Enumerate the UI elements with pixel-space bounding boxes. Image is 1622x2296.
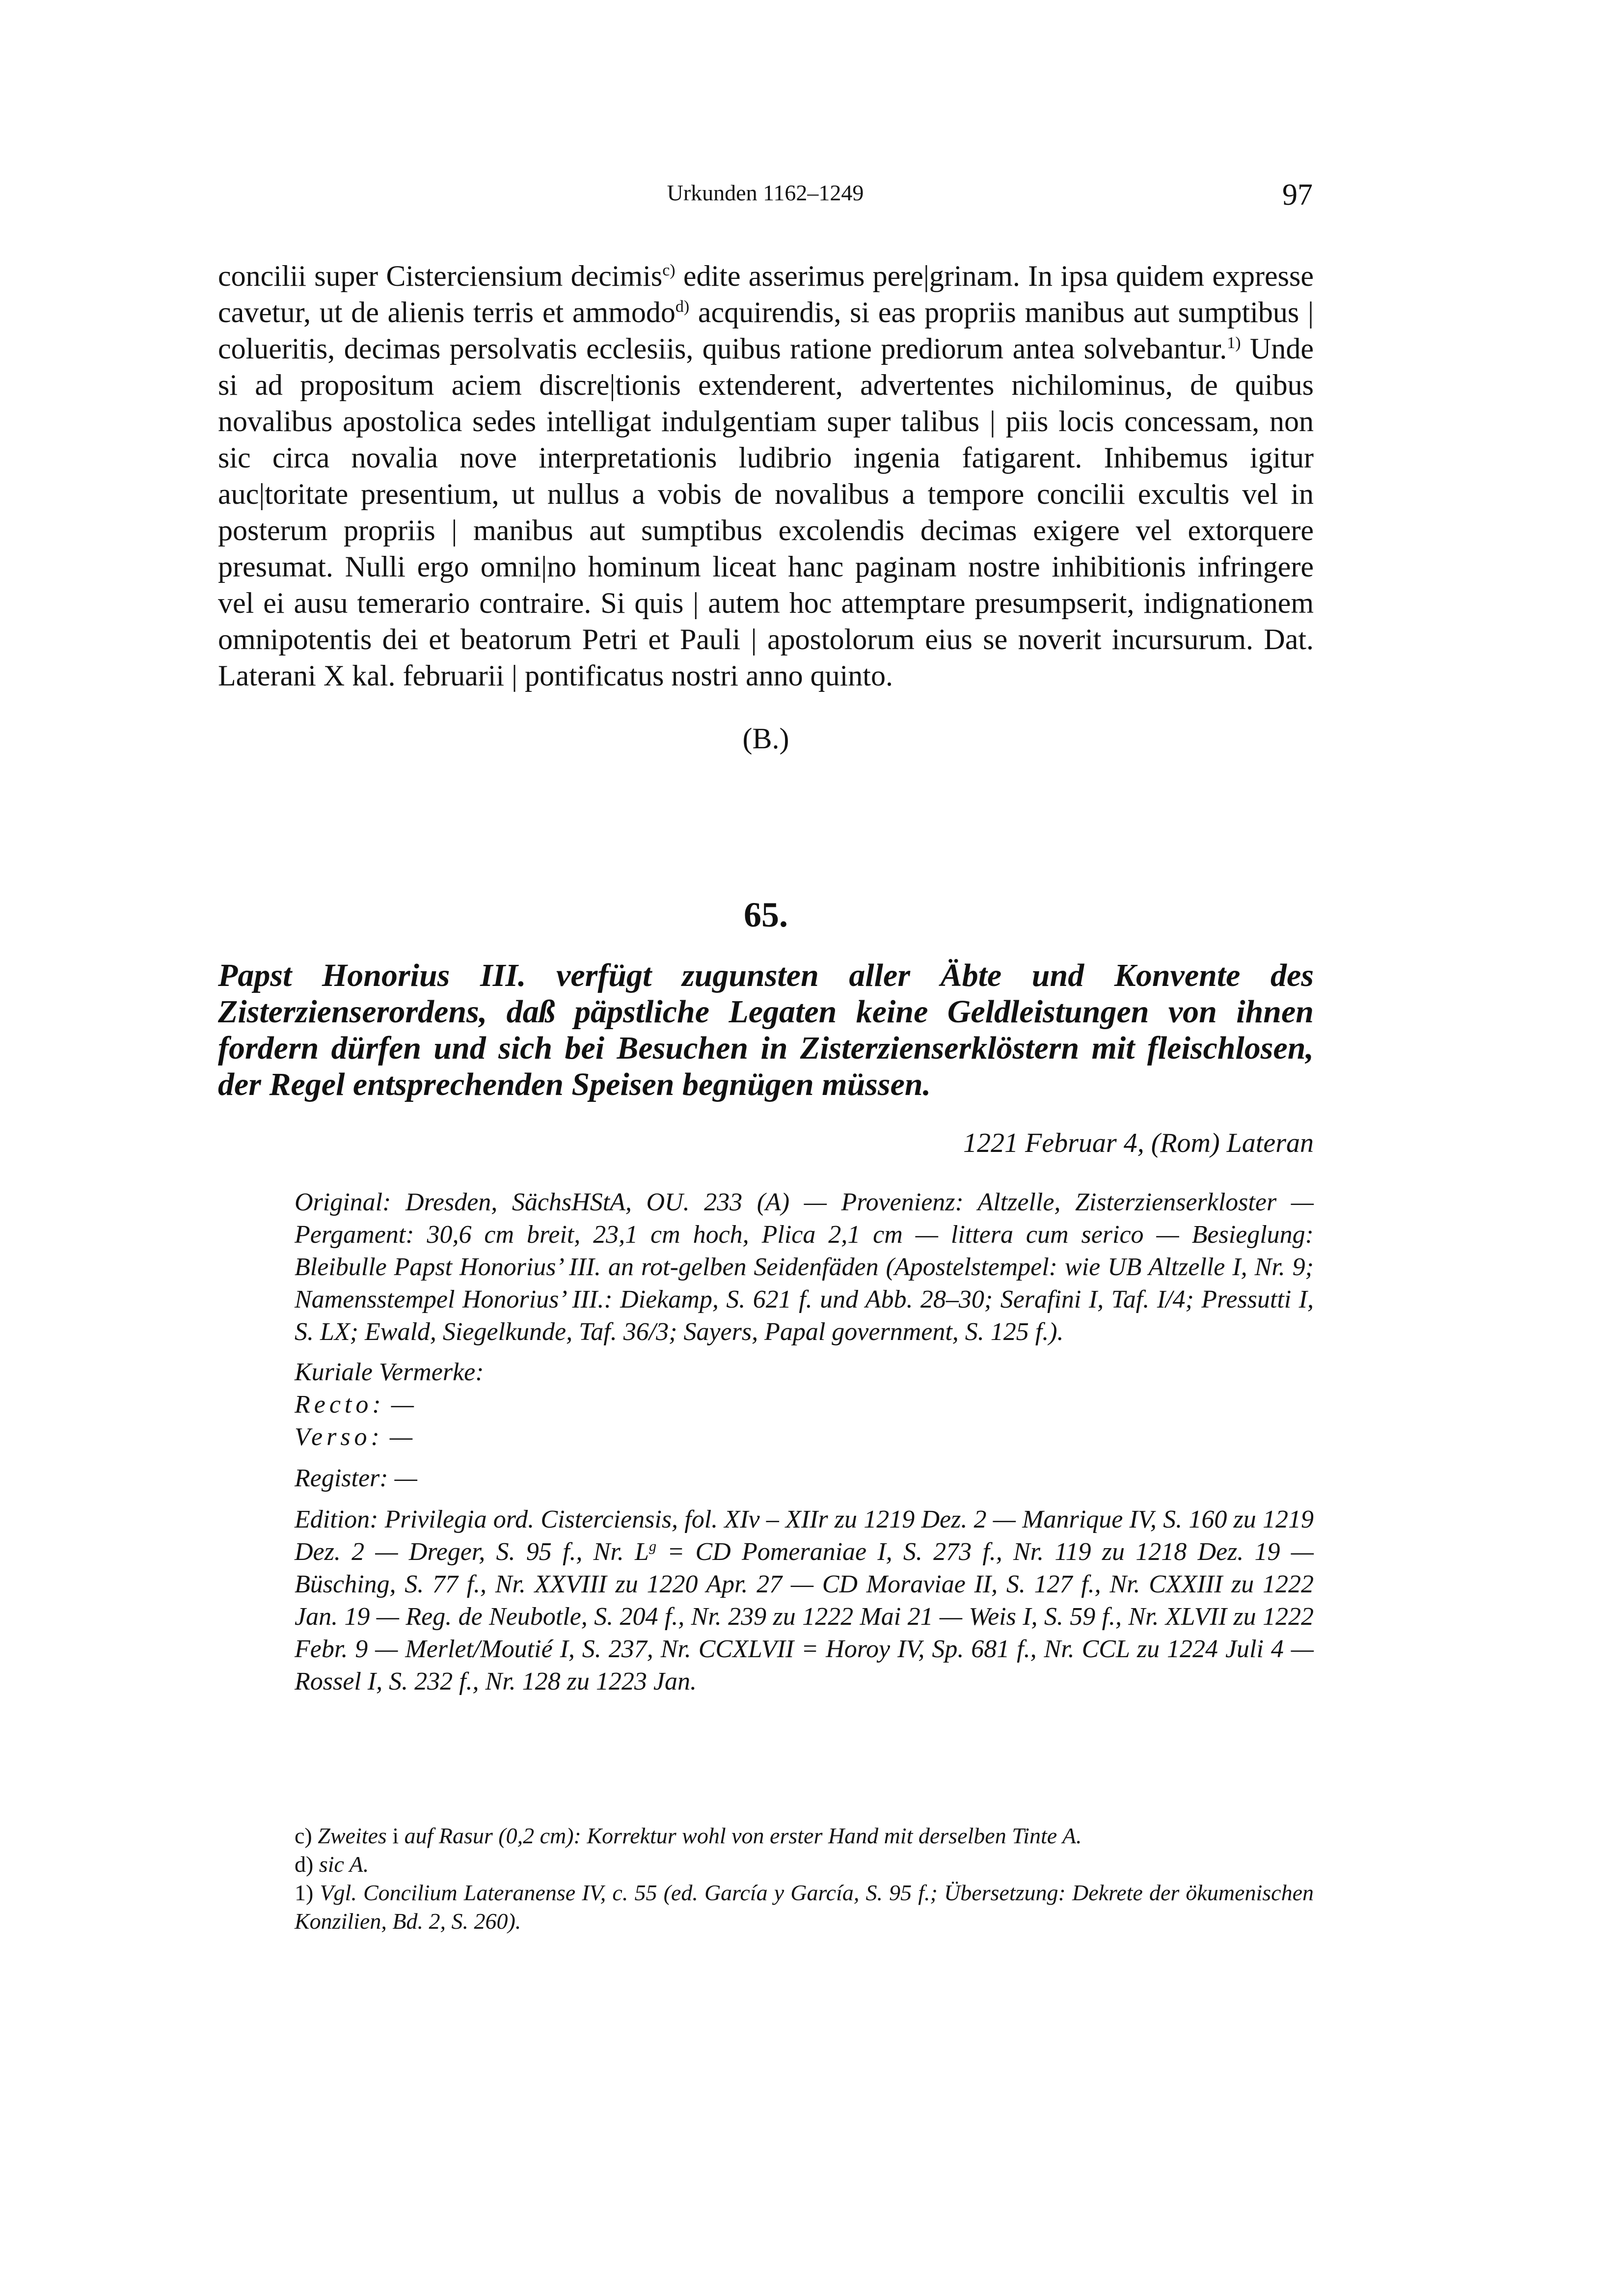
footnote-marker-c: c): [662, 261, 676, 279]
document-number: 65.: [744, 895, 788, 934]
edition-line: [295, 1503, 1314, 1698]
page-number: 97: [1282, 178, 1313, 212]
charter-text-part: concilii super Cisterciensium decimis: [218, 260, 663, 292]
charter-text-part: edite asserimus pere|grinam. In ipsa quidem expresse cavetur, ut de alienis terris et ammodo: [218, 260, 1314, 328]
edition-superscript: g: [649, 1538, 656, 1555]
source-sigle: (B.): [742, 722, 789, 755]
charter-text: [218, 258, 1314, 694]
footnote-label: 1): [295, 1880, 320, 1905]
verso-line: [295, 1421, 1314, 1453]
recto-label: Recto:: [295, 1391, 385, 1419]
regest: Papst Honorius III. verfügt zugunsten aller Äbte und Konvente des Zisterzienserordens, daß päpstliche Legaten keine Geldleistungen von ihnen fordern dürfen und sich bei Besuchen in Zisterzienserklöstern mit fleischlosen, der Regel entsprechenden Speisen begnügen müssen.: [218, 957, 1314, 1102]
critical-apparatus: [295, 1186, 1314, 1698]
recto-line: [295, 1389, 1314, 1421]
register-line: Register: —: [295, 1464, 417, 1492]
footnote-text: Zweites: [318, 1823, 393, 1848]
footnote-label: c): [295, 1823, 318, 1848]
footnote-text: Vgl. Concilium Lateranense IV, c. 55 (ed. García y García, S. 95 f.; Übersetzung: Dekrete der ökumenischen Konzilien, Bd. 2, S. 260).: [295, 1880, 1314, 1934]
footnote-label: d): [295, 1852, 319, 1877]
footnote-marker-1: 1): [1227, 334, 1241, 352]
charter-text-part: Unde si ad propositum aciem discre|tionis extenderent, advertentes nichilominus, de quibus novalibus apostolica sedes intelligat indulgentiam super talibus | piis locis concessam, non sic circa novalia nove interpretationis ludibrio ingenia fatigarent. Inhibemus igitur auc|toritate presentium, ut nullus a vobis de novalibus a tempore concilii excultis vel in posterum propriis | manibus aut sumptibus excolendis decimas exigere vel extorquere presumat. Nulli ergo omni|no hominum liceat hanc paginam nostre inhibitionis infringere vel ei ausu temerario contraire. Si quis | autem hoc attemptare presumpserit, indignationem omnipotentis dei et beatorum Petri et Pauli | apostolorum eius se noverit incursurum. Dat. Laterani X kal. februarii | pontificatus nostri anno quinto.: [218, 332, 1314, 692]
footnote-text: sic A.: [319, 1852, 369, 1877]
footnote-c: [295, 1822, 1314, 1850]
recto-value: —: [384, 1391, 414, 1419]
footnote-text: auf Rasur (0,2 cm): Korrektur wohl von erster Hand mit derselben Tinte A.: [399, 1823, 1082, 1848]
charter-text-part: acquirendis, si eas propriis manibus aut sumptibus | colueritis, decimas persolvatis ecclesiis, quibus ratione prediorum antea solvebantur.: [218, 296, 1314, 365]
footnote-1: [295, 1879, 1314, 1936]
running-title: Urkunden 1162–1249: [667, 180, 864, 205]
original-description: Original: Dresden, SächsHStA, OU. 233 (A) — Provenienz: Altzelle, Zisterzienserkloster — Pergament: 30,6 cm breit, 23,1 cm hoch, Plica 2,1 cm — littera cum serico — Besieglung: Bleibulle Papst Honorius’ III. an rot-gelben Seidenfäden (Apostelstempel: wie UB Altzelle I, Nr. 9; Namensstempel Honorius’ III.: Diekamp, S. 621 f. und Abb. 28–30; Serafini I, Taf. I/4; Pressutti I, S. LX; Ewald, Siegelkunde, Taf. 36/3; Sayers, Papal government, S. 125 f.).: [295, 1188, 1314, 1346]
footnote-text: i: [392, 1823, 399, 1848]
footnote-d: [295, 1850, 1314, 1879]
edition-part: Edition: Privilegia ord. Cisterciensis, fol. XIv – XIIr zu 1219 Dez. 2 — Manrique IV, S. 160 zu 1219 Dez. 2 — Dreger, S. 95 f., Nr. L: [295, 1505, 1314, 1566]
kuriale-vermerke-label: Kuriale Vermerke:: [295, 1358, 484, 1386]
running-head: [218, 178, 1313, 212]
verso-value: —: [383, 1423, 413, 1451]
edition-part: = CD Pomeraniae I, S. 273 f., Nr. 119 zu 1218 Dez. 19 — Büsching, S. 77 f., Nr. XXVIII zu 1220 Apr. 27 — CD Moraviae II, S. 127 f., Nr. CXXIII zu 1222 Jan. 19 — Reg. de Neubotle, S. 204 f., Nr. 239 zu 1222 Mai 21 — Weis I, S. 59 f., Nr. XLVII zu 1222 Febr. 9 — Merlet/Moutié I, S. 237, Nr. CCXLVII = Horoy IV, Sp. 681 f., Nr. CCL zu 1224 Juli 4 — Rossel I, S. 232 f., Nr. 128 zu 1223 Jan.: [295, 1538, 1314, 1695]
verso-label: Verso:: [295, 1423, 383, 1451]
dating-line: 1221 Februar 4, (Rom) Lateran: [963, 1128, 1314, 1158]
footnotes: [295, 1822, 1314, 1936]
footnote-marker-d: d): [675, 298, 690, 316]
